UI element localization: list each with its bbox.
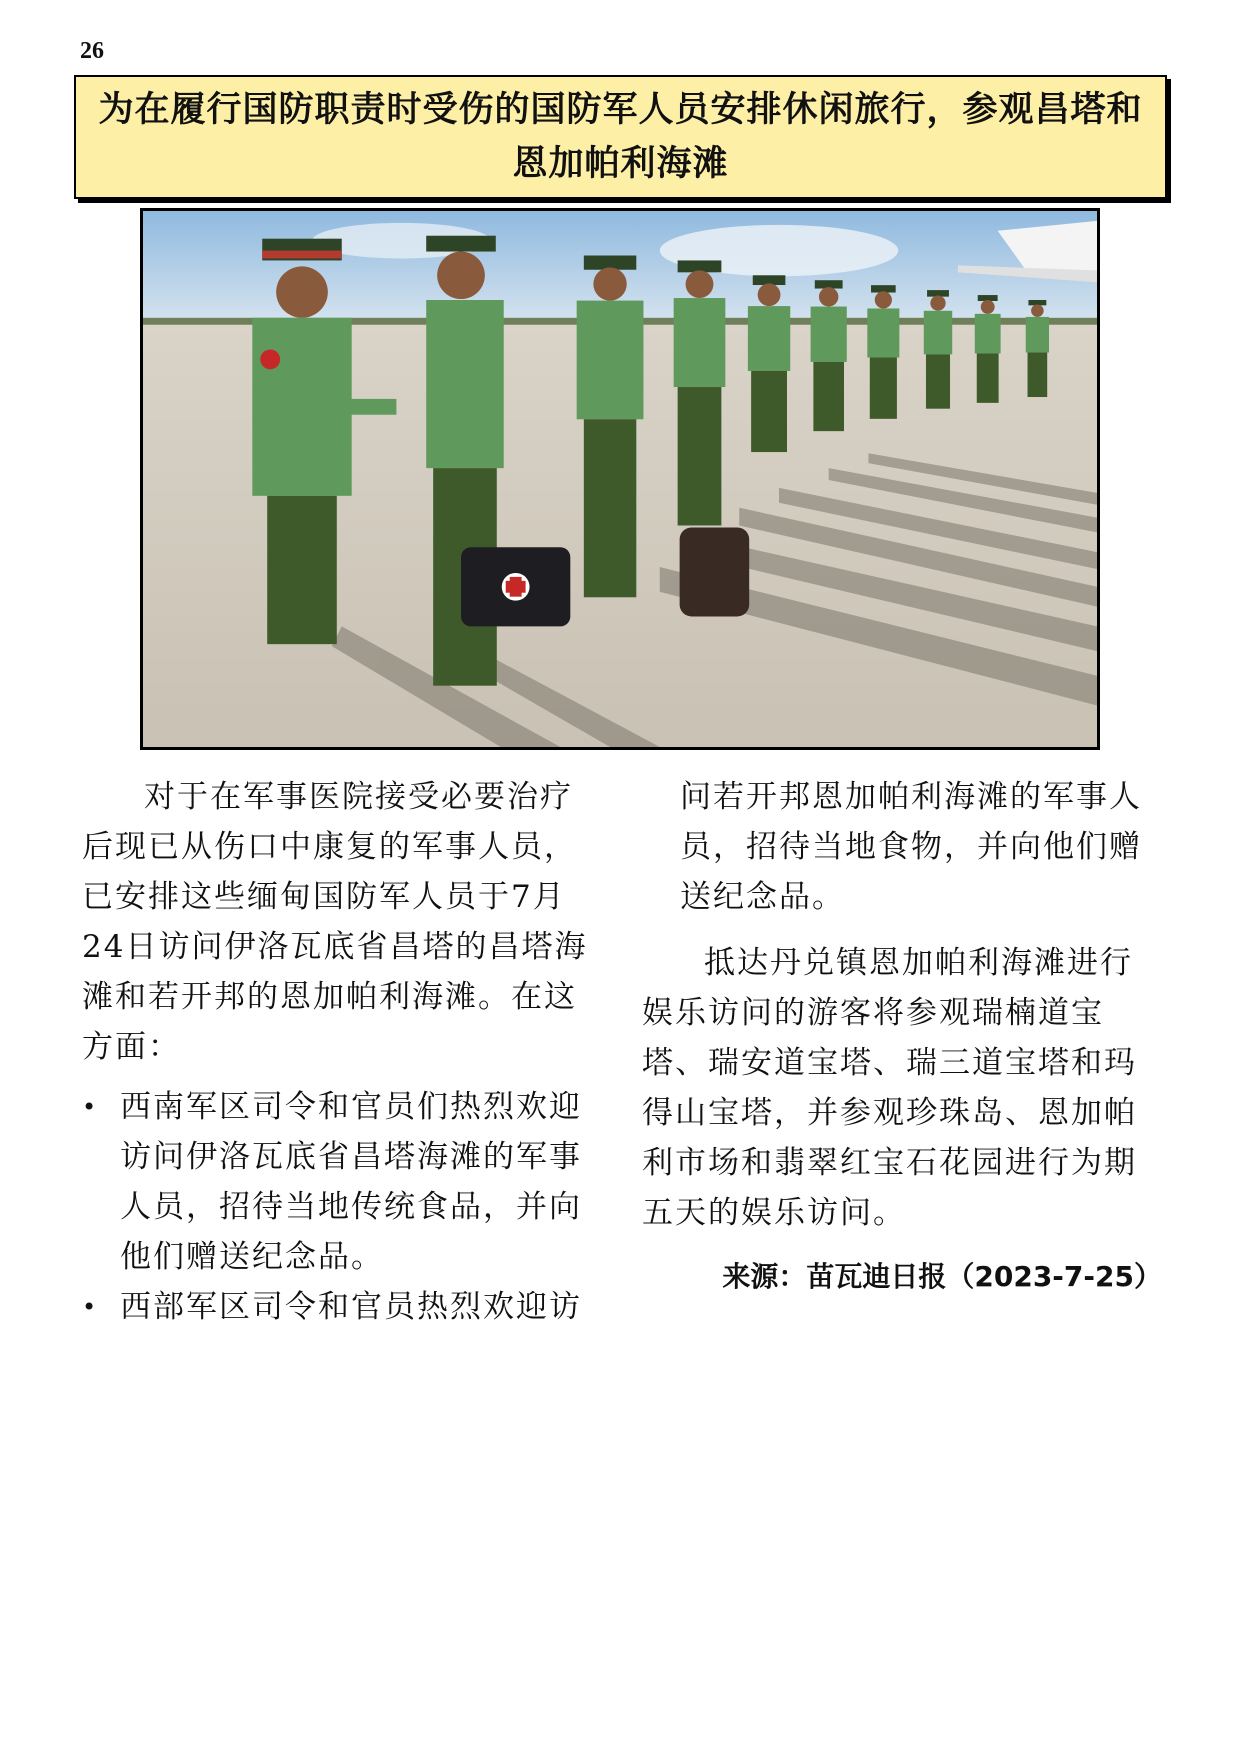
bullet-list <box>82 1082 602 1332</box>
body-paragraph: 抵达丹兑镇恩加帕利海滩进行娱乐访问的游客将参观瑞楠道宝塔、瑞安道宝塔、瑞三道宝塔和玛得山宝塔，并参观珍珠岛、恩加帕利市场和翡翠红宝石花园进行为期五天的娱乐访问。 <box>642 945 1137 1231</box>
source-citation: 来源：苗瓦迪日报（2023-7-25） <box>722 1260 1162 1293</box>
bullet-continuation: 问若开邦恩加帕利海滩的军事人员，招待当地食物，并向他们赠送纪念品。 <box>680 779 1142 915</box>
page-title: 为在履行国防职责时受伤的国防军人员安排休闲旅行，参观昌塔和恩加帕利海滩 <box>98 90 1143 184</box>
news-photo <box>140 208 1100 750</box>
list-item: • 西南军区司令和官员们热烈欢迎访问伊洛瓦底省昌塔海滩的军事人员，招待当地传统食品，并向他们赠送纪念品。 <box>82 1082 602 1282</box>
right-column <box>642 772 1162 1302</box>
photo-illustration <box>143 211 1097 747</box>
intro-paragraph: 对于在军事医院接受必要治疗后现已从伤口中康复的军事人员，已安排这些缅甸国防军人员于7月24日访问伊洛瓦底省昌塔的昌塔海滩和若开邦的恩加帕利海滩。在这方面： <box>82 779 588 1065</box>
title-banner <box>74 75 1167 199</box>
left-column <box>82 772 602 1332</box>
list-item: • 西部军区司令和官员热烈欢迎访 <box>82 1282 602 1332</box>
page-number: 26 <box>80 38 104 64</box>
